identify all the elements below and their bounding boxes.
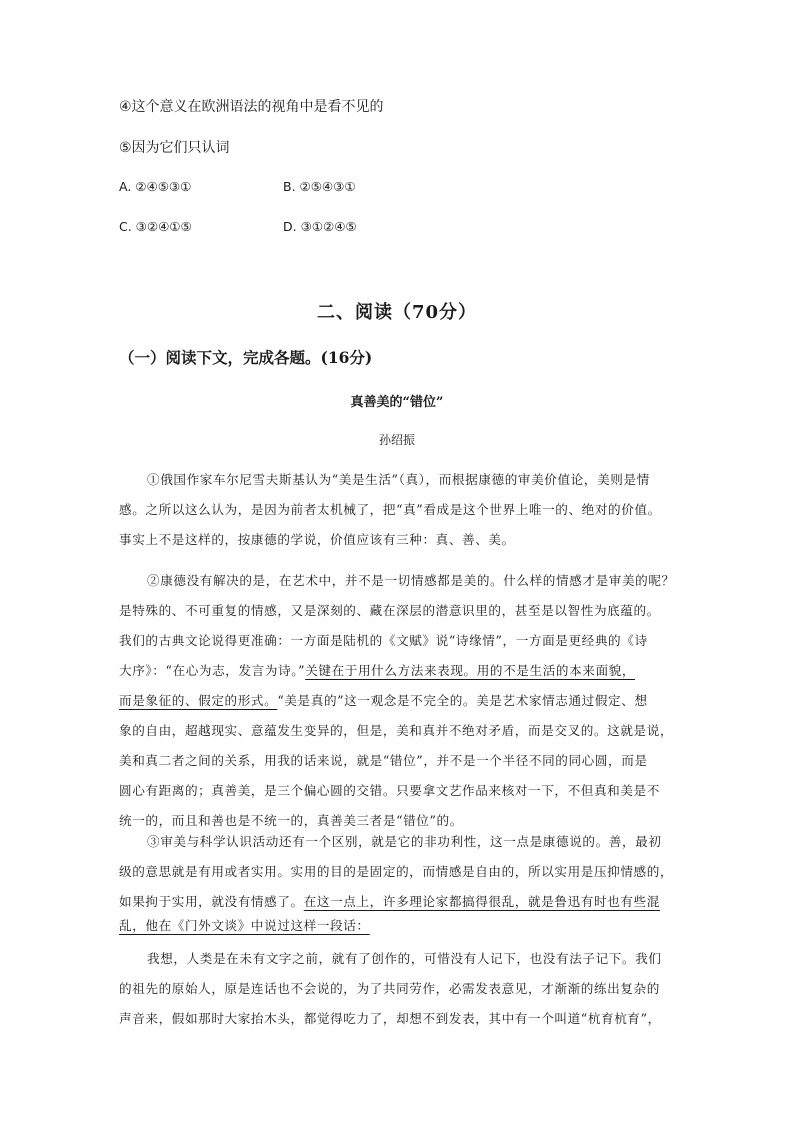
- article-line: [119, 915, 694, 934]
- line-text: 圆心有距离的；真善美，是三个偏心圆的交错。只要拿文艺作品来核对一下，不但真和美是不: [119, 783, 660, 798]
- line-text: “美是真的”这一观念是不完全的。美是艺术家情志通过假定、想: [277, 693, 648, 708]
- line-text: 是特殊的、不可重复的情感，又是深刻的、藏在深层的潜意识里的，甚至是以智性为底蕴的。: [119, 603, 660, 618]
- line-text: 声音来，假如那时大家抬木头，都觉得吃力了，却想不到发表，其中有一个叫道“杭育杭育”，: [119, 1011, 661, 1026]
- option-a: A. ②④⑤③①: [119, 179, 192, 194]
- line-text: 感。之所以这么认为，是因为前者太机械了，把“真”看成是这个世界上唯一的、绝对的价值。: [119, 502, 661, 517]
- article-line: [119, 810, 694, 829]
- line-text: ②康德没有解决的是，在艺术中，并不是一切情感都是美的。什么样的情感才是审美的呢？: [147, 573, 675, 588]
- underlined-text: 关键在于用什么方法来表现。用的不是生活的本来面貌，: [305, 663, 636, 678]
- paragraph-start-line: [119, 469, 694, 488]
- question-item-5: ⑤因为它们只认词: [119, 140, 230, 156]
- underlined-text: 在这一点上，许多理论家都搞得很乱，就是鲁迅有时也有些混: [303, 894, 660, 909]
- article-line: [119, 690, 694, 709]
- article-line: [119, 660, 694, 679]
- article-line: [119, 499, 694, 518]
- article-line: [119, 529, 694, 548]
- option-b: B. ②⑤④③①: [283, 179, 356, 194]
- article-line: [119, 600, 694, 619]
- line-text: ①俄国作家车尔尼雪夫斯基认为“美是生活”（真），而根据康德的审美价值论，美则是情: [147, 472, 650, 487]
- line-text: 大序》：“在心为志，发言为诗。”: [119, 663, 306, 678]
- section-heading: 二、阅读（70分）: [316, 302, 478, 323]
- line-text: 统一的，而且和善也是不统一的，真善美三者是“错位”的。: [119, 813, 463, 828]
- article-line: [119, 1008, 694, 1027]
- article-title: 真善美的“错位”: [350, 395, 444, 410]
- line-text: 级的意思就是有用或者实用。实用的目的是固定的，而情感是自由的，所以实用是压抑情感的，: [119, 864, 674, 879]
- article-author: 孙绍振: [378, 433, 415, 447]
- line-text: 我想，人类是在未有文字之前，就有了创作的，可惜没有人记下，也没有法子记下。我们: [147, 951, 662, 966]
- article-line: [119, 630, 694, 649]
- article-line: [119, 861, 694, 880]
- paragraph-start-line: [119, 831, 694, 850]
- line-text: ③审美与科学认识活动还有一个区别，就是它的非功利性，这一点是康德说的。善，最初: [147, 834, 662, 849]
- underlined-text: 乱，他在《门外文谈》中说过这样一段话：: [119, 918, 370, 933]
- line-text: 如果拘于实用，就没有情感了。: [119, 894, 304, 909]
- paragraph-start-line: [119, 948, 694, 967]
- option-c: C. ③②④①⑤: [119, 219, 192, 234]
- section-subheading: （一）阅读下文，完成各题。(16分): [119, 348, 373, 367]
- line-text: 象的自由，超越现实、意蕴发生变异的，但是，美和真并不绝对矛盾，而是交叉的。这就是说，: [119, 723, 674, 738]
- underlined-text: 而是象征的、假定的形式。: [119, 693, 278, 708]
- article-line: [119, 978, 694, 997]
- option-d: D. ③①②④⑤: [283, 219, 357, 234]
- line-text: 我们的古典文论说得更准确：一方面是陆机的《文赋》说“诗缘情”，一方面是更经典的《诗: [119, 633, 648, 648]
- article-line: [119, 780, 694, 799]
- paragraph-start-line: [119, 570, 694, 589]
- line-text: 美和真二者之间的关系，用我的话来说，就是“错位”，并不是一个半径不同的同心圆，而是: [119, 753, 648, 768]
- line-text: 的祖先的原始人，原是连话也不会说的，为了共同劳作，必需发表意见，才渐渐的练出复杂的: [119, 981, 660, 996]
- article-line: [119, 720, 694, 739]
- line-text: 事实上不是这样的，按康德的学说，价值应该有三种：真、善、美。: [119, 532, 515, 547]
- question-item-4: ④这个意义在欧洲语法的视角中是看不见的: [119, 99, 384, 115]
- article-line: [119, 891, 694, 910]
- article-line: [119, 750, 694, 769]
